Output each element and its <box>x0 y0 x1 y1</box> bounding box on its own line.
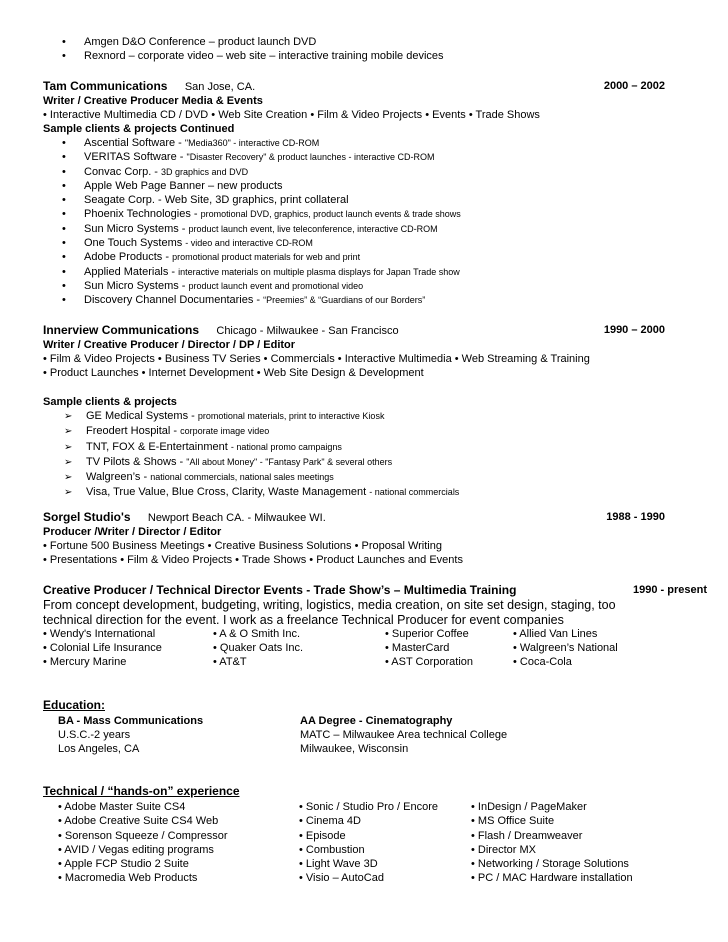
list-item: • AT&T <box>213 656 247 668</box>
arrow-bullet-icon: ➢ <box>64 472 73 484</box>
tam-location: San Jose, CA. <box>184 81 256 93</box>
arrow-bullet-icon: ➢ <box>64 441 73 453</box>
list-item: • Colonial Life Insurance <box>43 642 162 654</box>
sorgel-dates: 1988 - 1990 <box>606 511 665 523</box>
list-item: • Light Wave 3D <box>299 858 378 871</box>
innerview-clients-list <box>64 409 459 501</box>
innerview-location: Chicago - Milwaukee - San Francisco <box>216 325 399 337</box>
list-item: • Director MX <box>471 843 536 856</box>
creative-client-col-1 <box>43 627 162 669</box>
list-item: • MasterCard <box>385 642 450 654</box>
arrow-bullet-icon: ➢ <box>64 487 73 499</box>
education-right <box>300 714 507 756</box>
innerview-skills-1: • Film & Video Projects • Business TV Series • Commercials • Interactive Multimedia • Web Streaming & Training <box>43 353 590 365</box>
innerview-clients-heading: Sample clients & projects <box>43 396 177 408</box>
tam-company: Tam Communications San Jose, CA. <box>43 79 256 93</box>
list-item: • Visio – AutoCad <box>299 872 384 885</box>
list-item: • Networking / Storage Solutions <box>471 858 629 871</box>
list-item: • Discovery Channel Documentaries - “Preemies” & “Guardians of our Borders” <box>62 294 426 307</box>
bullet: • <box>62 50 66 62</box>
list-item: • Rexnord – corporate video – web site – interactive training mobile devices <box>62 50 444 62</box>
list-item: • Combustion <box>299 843 365 856</box>
creative-client-col-3 <box>385 627 473 669</box>
list-item: • Ascential Software - "Media360" - interactive CD-ROM <box>62 137 320 149</box>
list-item: • Sun Micro Systems - product launch event and promotional video <box>62 279 364 292</box>
list-item: • Flash / Dreamweaver <box>471 829 583 842</box>
list-item: • Sorenson Squeeze / Compressor <box>58 829 228 842</box>
creative-desc-1: From concept development, budgeting, writing, logistics, media creation, on site set design, staging, too <box>43 598 616 612</box>
creative-dates: 1990 - present <box>633 584 707 596</box>
technical-heading: Technical / “hands-on” experience <box>43 784 240 798</box>
sorgel-skills-2: • Presentations • Film & Video Projects • Trade Shows • Product Launches and Events <box>43 554 463 566</box>
innerview-skills-2: • Product Launches • Internet Development • Web Site Design & Development <box>43 367 424 379</box>
degree-title: AA Degree - Cinematography <box>300 715 453 727</box>
list-item: • InDesign / PageMaker <box>471 801 587 813</box>
list-item: • Macromedia Web Products <box>58 872 198 885</box>
list-item: ➢ Walgreen’s - national commercials, national sales meetings <box>64 470 459 485</box>
tam-clients-heading: Sample clients & projects Continued <box>43 123 235 135</box>
arrow-bullet-icon: ➢ <box>64 411 73 422</box>
list-item: • Apple Web Page Banner – new products <box>62 179 283 192</box>
arrow-bullet-icon: ➢ <box>64 426 73 438</box>
school: MATC – Milwaukee Area technical College <box>300 729 508 741</box>
list-item: • Walgreen’s National <box>513 642 618 654</box>
innerview-role: Writer / Creative Producer / Director / DP / Editor <box>43 339 296 351</box>
list-item: ➢ TV Pilots & Shows - "All about Money" - "Fantasy Park" & several others <box>64 455 459 470</box>
list-item: • AST Corporation <box>385 656 474 668</box>
innerview-dates: 1990 – 2000 <box>603 324 665 336</box>
sorgel-role: Producer /Writer / Director / Editor <box>43 526 222 538</box>
sorgel-company: Sorgel Studio's Newport Beach CA. - Milwaukee WI. <box>43 510 326 524</box>
list-item: ➢ GE Medical Systems - promotional materials, print to interactive Kiosk <box>64 409 459 424</box>
technical-col-2 <box>299 800 438 886</box>
list-item: • A & O Smith Inc. <box>213 628 300 640</box>
arrow-bullet-icon: ➢ <box>64 456 73 468</box>
technical-col-1 <box>58 800 228 886</box>
list-item: • Episode <box>299 829 346 842</box>
list-item: • PC / MAC Hardware installation <box>471 872 633 885</box>
list-item: • Sonic / Studio Pro / Encore <box>299 801 438 813</box>
creative-client-col-4 <box>513 627 618 669</box>
list-item: ➢ Freodert Hospital - corporate image video <box>64 424 459 439</box>
list-item: • MS Office Suite <box>471 815 555 828</box>
school-location: Milwaukee, Wisconsin <box>300 743 409 755</box>
list-item: ➢ Visa, True Value, Blue Cross, Clarity, Waste Management - national commercials <box>64 485 459 500</box>
list-item: • Mercury Marine <box>43 656 127 668</box>
list-item: • Seagate Corp. - Web Site, 3D graphics, print collateral <box>62 194 349 207</box>
list-item: • Applied Materials - interactive materials on multiple plasma displays for Japan Trade show <box>62 265 460 278</box>
bullet: • <box>62 36 66 48</box>
top-list <box>62 35 444 63</box>
tam-clients-list <box>62 136 461 308</box>
creative-heading: Creative Producer / Technical Director Events - Trade Show’s – Multimedia Training <box>43 583 517 597</box>
list-item: • Cinema 4D <box>299 815 361 828</box>
list-item: • Amgen D&O Conference – product launch DVD <box>62 36 317 48</box>
education-left <box>58 714 203 756</box>
list-item: ➢ TNT, FOX & E-Entertainment - national promo campaigns <box>64 440 459 455</box>
tam-dates: 2000 – 2002 <box>603 80 665 92</box>
list-item: • Convac Corp. - 3D graphics and DVD <box>62 165 249 178</box>
education-heading: Education: <box>43 698 105 712</box>
technical-col-3 <box>471 800 633 886</box>
list-item: • Adobe Creative Suite CS4 Web <box>58 815 219 828</box>
creative-desc-2: technical direction for the event. I work as a freelance Technical Producer for event companies <box>43 613 564 627</box>
tam-role: Writer / Creative Producer Media & Events <box>43 95 263 107</box>
school: U.S.C.-2 years <box>58 729 131 741</box>
list-item: • Coca-Cola <box>513 656 572 668</box>
list-item: • Adobe Products - promotional product materials for web and print <box>62 251 361 264</box>
tam-skills: • Interactive Multimedia CD / DVD • Web Site Creation • Film & Video Projects • Events • Trade Shows <box>43 109 540 121</box>
degree-title: BA - Mass Communications <box>58 715 204 727</box>
list-item: • Wendy's International <box>43 628 156 640</box>
list-item: • Adobe Master Suite CS4 <box>58 801 186 813</box>
school-location: Los Angeles, CA <box>58 743 140 755</box>
list-item: • Phoenix Technologies - promotional DVD, graphics, product launch events & trade shows <box>62 208 461 221</box>
list-item: • Allied Van Lines <box>513 628 598 640</box>
list-item: • Apple FCP Studio 2 Suite <box>58 858 189 871</box>
creative-client-col-2 <box>213 627 303 669</box>
list-item: • VERITAS Software - "Disaster Recovery" & product launches - interactive CD-ROM <box>62 151 435 164</box>
list-item: • Superior Coffee <box>385 628 469 640</box>
list-item: • AVID / Vegas editing programs <box>58 843 214 856</box>
innerview-company: Innerview Communications Chicago - Milwaukee - San Francisco <box>43 323 399 337</box>
list-item: • One Touch Systems - video and interactive CD-ROM <box>62 237 313 250</box>
sorgel-skills-1: • Fortune 500 Business Meetings • Creative Business Solutions • Proposal Writing <box>43 540 442 552</box>
sorgel-location: Newport Beach CA. - Milwaukee WI. <box>147 512 326 524</box>
list-item: • Quaker Oats Inc. <box>213 642 304 654</box>
list-item: • Sun Micro Systems - product launch event, live teleconference, interactive CD-ROM <box>62 222 438 235</box>
